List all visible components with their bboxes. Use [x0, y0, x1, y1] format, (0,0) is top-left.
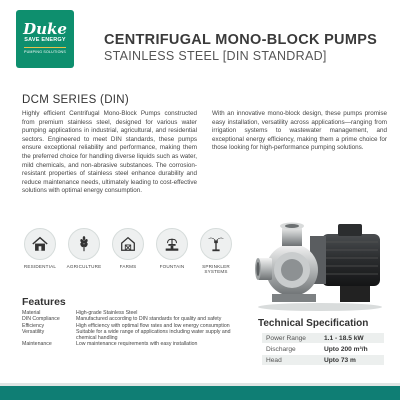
- spec-value: Upto 73 m: [324, 356, 356, 364]
- spec-key: Discharge: [266, 345, 296, 353]
- application-label: AGRICULTURE: [66, 264, 102, 269]
- page-title: CENTRIFUGAL MONO-BLOCK PUMPS: [104, 32, 378, 48]
- features-heading: Features: [22, 296, 66, 308]
- logo-brand-text: Duke: [23, 20, 67, 38]
- feature-key: DIN Compliance: [22, 316, 60, 323]
- spec-row: [262, 355, 384, 365]
- application-agriculture: [64, 228, 104, 269]
- wheat-icon: [75, 235, 93, 253]
- barn-icon: [119, 235, 137, 253]
- house-icon: [31, 235, 49, 253]
- spec-heading: Technical Specification: [258, 318, 369, 329]
- feature-row: [22, 329, 247, 342]
- fountain-icon: [163, 235, 181, 253]
- feature-key: Maintenance: [22, 341, 52, 348]
- spec-row: [262, 344, 384, 354]
- spec-table: [262, 333, 384, 366]
- application-label: FOUNTAIN: [159, 264, 185, 269]
- spec-key: Power Range: [266, 334, 306, 342]
- applications-row: [20, 228, 235, 288]
- application-residential: [20, 228, 60, 269]
- page-subtitle: STAINLESS STEEL [DIN STANDRAD]: [104, 49, 327, 63]
- logo-tagline: SAVE ENERGY: [24, 37, 66, 43]
- pump-image: [252, 212, 387, 312]
- spec-value: Upto 200 m³/h: [324, 345, 368, 353]
- spec-value: 1.1 - 18.5 kW: [324, 334, 364, 342]
- feature-value: High efficiency with optimal flow rates and low energy consumption: [76, 322, 230, 329]
- application-sprinkler: [196, 228, 236, 274]
- logo-subline: PUMPING SOLUTIONS: [24, 50, 66, 54]
- series-heading: DCM SERIES (DIN): [22, 94, 130, 106]
- feature-value: Low maintenance requirements with easy installation: [76, 341, 198, 348]
- feature-value: Suitable for a wide range of applications including water supply and chemical handling: [76, 328, 231, 342]
- feature-value: High-grade Stainless Steel: [76, 310, 138, 316]
- logo-divider: [24, 47, 66, 48]
- feature-row: [22, 341, 247, 347]
- feature-key: Versatility: [22, 328, 45, 335]
- application-fountain: [152, 228, 192, 269]
- brand-logo[interactable]: [16, 10, 74, 68]
- spec-key: Head: [266, 356, 282, 364]
- application-label: RESIDENTIAL: [23, 264, 57, 269]
- description-left: Highly efficient Centrifugal Mono-Block Pumps constructed from premium stainless steel, designed for various water pumping applications in industrial, agricultural, and residential sectors. Engineered to meet DIN standards, these pumps ensure exceptional reliability and performance, making them the preferred choice for handling diverse liquids such as water, mild chemicals, and non-abrasive substances. The corrosion-resistant properties of stainless steel enhance durability and reduce maintenance needs, ultimately leading to cost-effective solutions with optimal energy consumption.: [22, 110, 197, 195]
- spec-row: [262, 333, 384, 343]
- features-list: [22, 310, 247, 348]
- feature-key: Efficiency: [22, 322, 45, 329]
- application-label: FARMS: [119, 264, 137, 269]
- sprinkler-icon: [207, 235, 225, 253]
- application-label: SPRINKLER SYSTEMS: [202, 264, 230, 275]
- feature-key: Material: [22, 310, 41, 316]
- application-farms: [108, 228, 148, 269]
- feature-value: Manufactured according to DIN standards for quality and safety: [76, 316, 222, 323]
- title-block: [104, 32, 377, 63]
- header: [0, 0, 400, 82]
- footer-band: [0, 386, 400, 400]
- description-right: With an innovative mono-block design, these pumps promise easy installation, versatility across applications—ranging from irrigation systems to wastewater management, and exceptional energy efficiency, making them a prime choice for those looking for high-performance pumping solutions.: [212, 110, 387, 152]
